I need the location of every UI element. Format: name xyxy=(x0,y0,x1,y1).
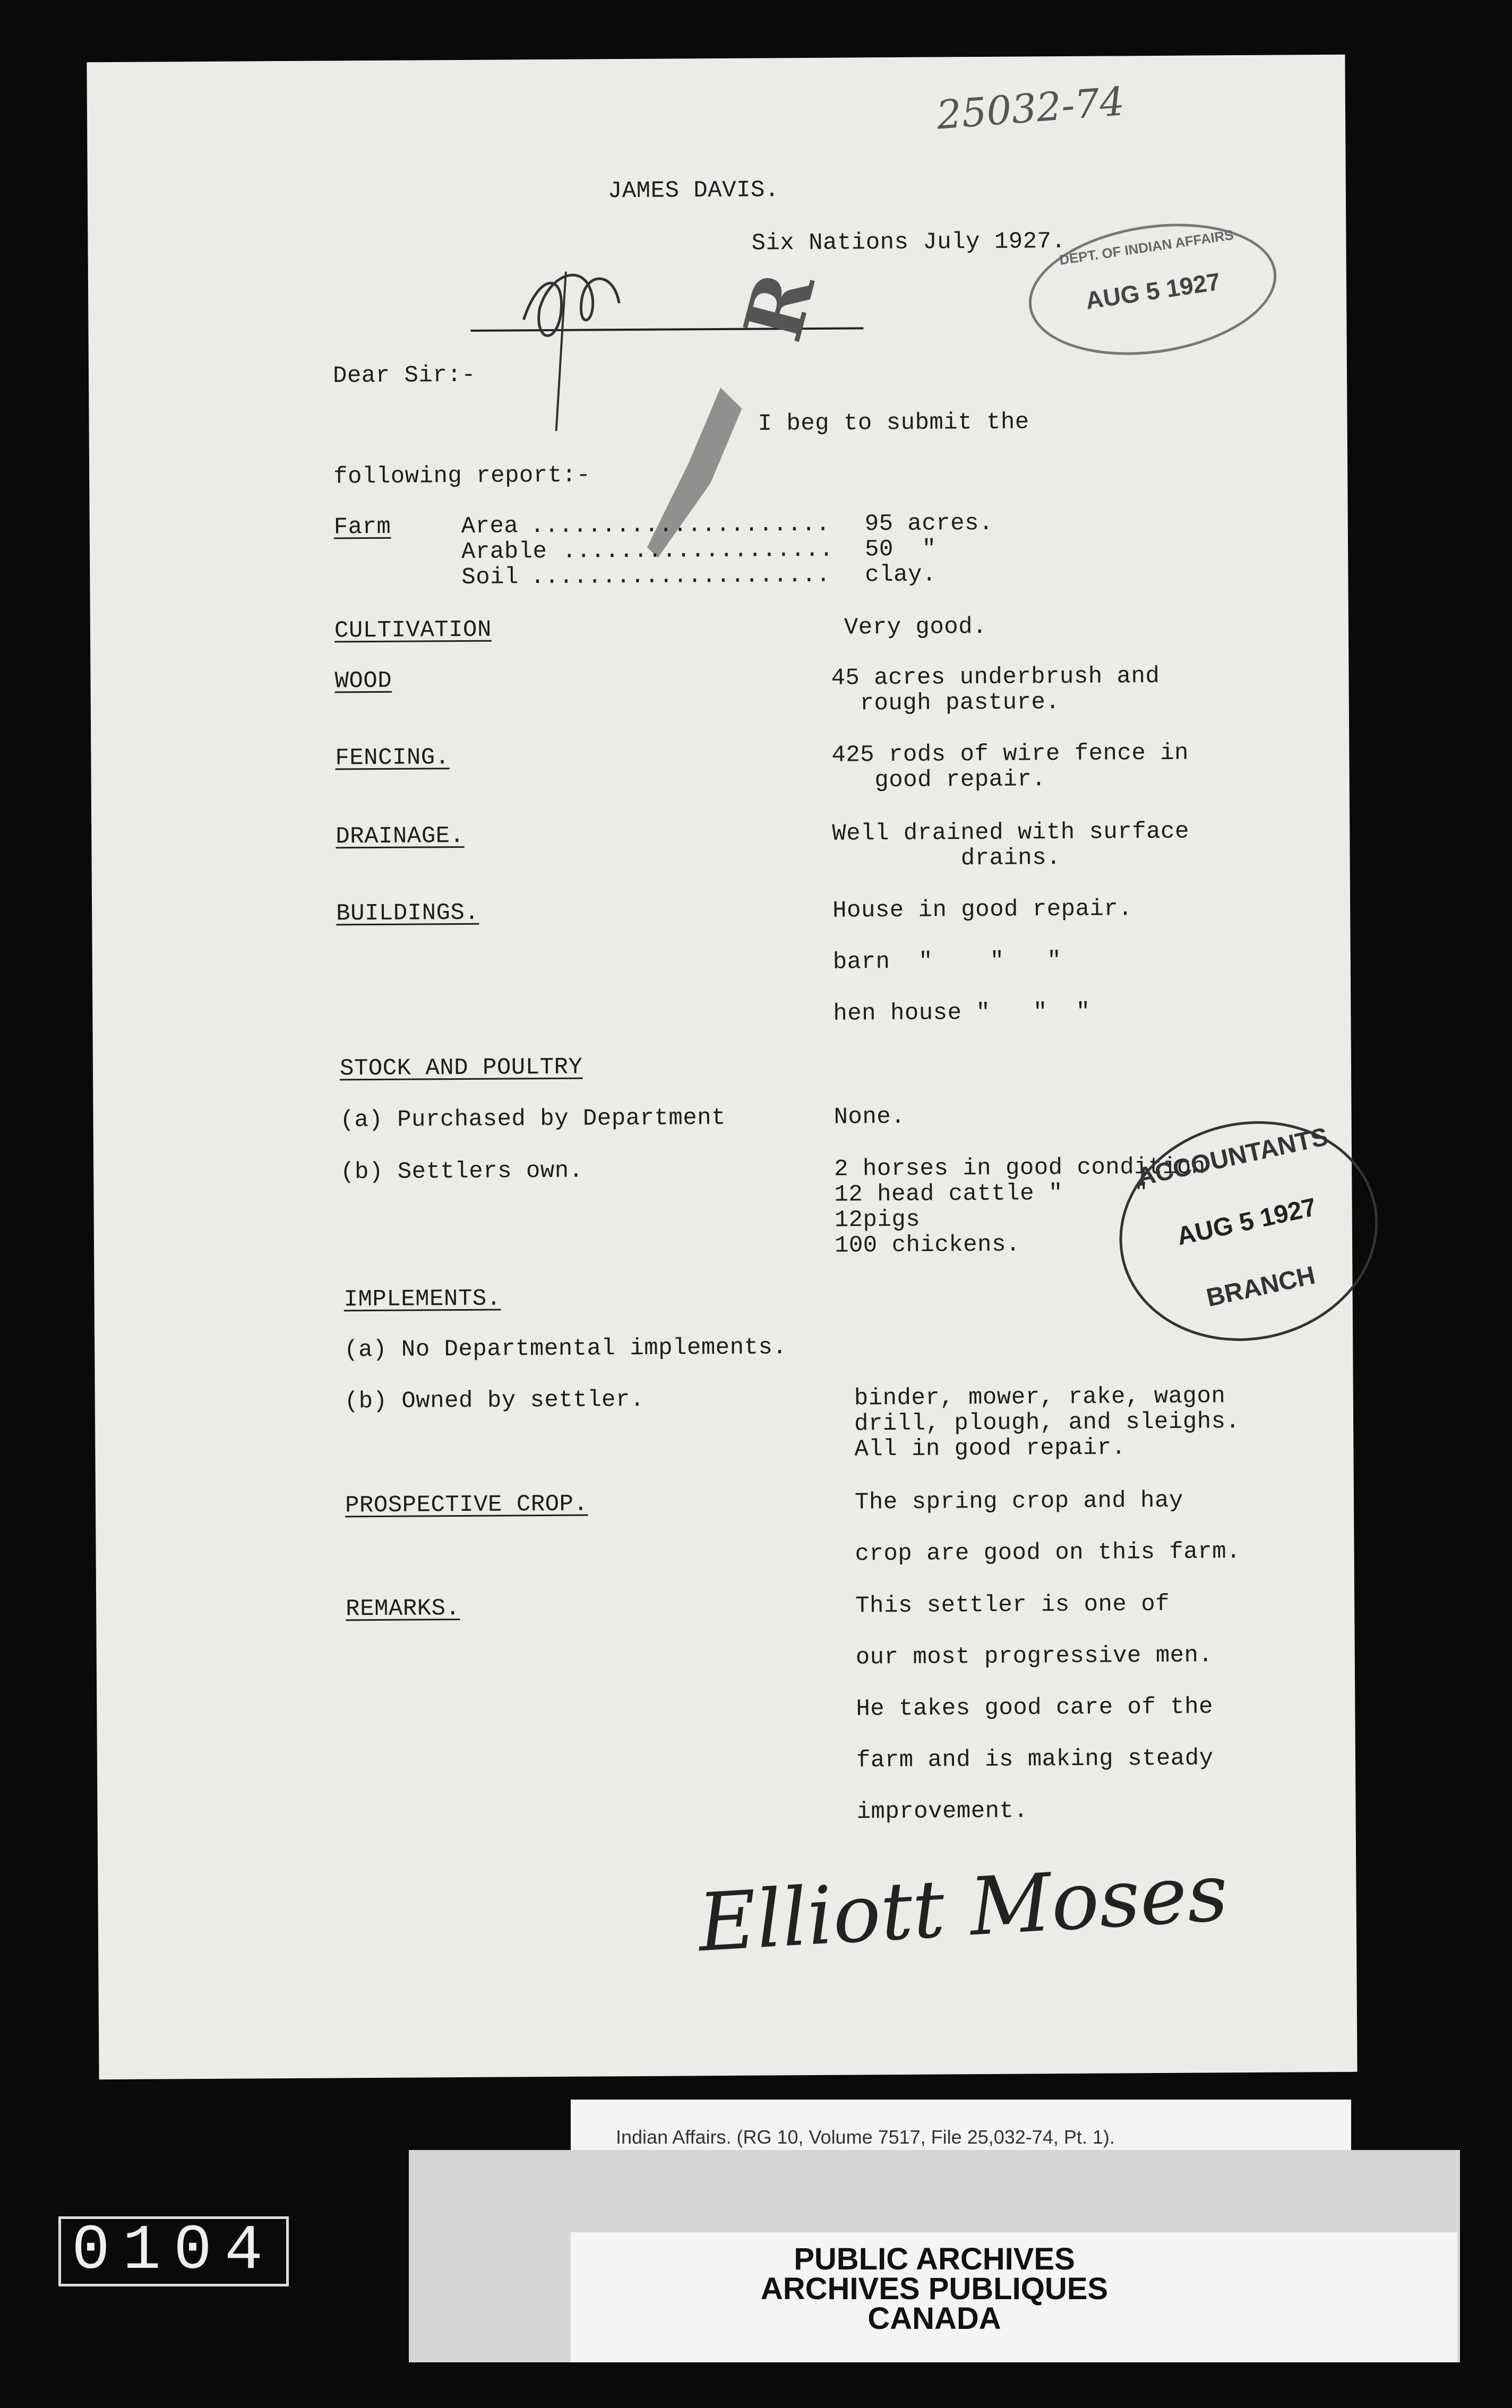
intro-line-1: I beg to submit the xyxy=(758,409,1029,437)
archives-line-en: PUBLIC ARCHIVES xyxy=(794,2242,1075,2276)
citation-text: Indian Affairs. (RG 10, Volume 7517, File 25,032-74, Pt. 1). xyxy=(616,2126,1115,2148)
section-value: Well drained with surface xyxy=(832,818,1190,847)
section-label: CULTIVATION xyxy=(334,616,492,644)
farm-row-value: 50 " xyxy=(864,536,937,563)
stock-own-value: 12pigs xyxy=(834,1206,921,1234)
implements-departmental: (a) No Departmental implements. xyxy=(344,1334,787,1364)
farm-label: Farm xyxy=(333,513,391,541)
section-value: House in good repair. xyxy=(832,896,1133,924)
farm-row-dots: ..................... xyxy=(530,562,831,591)
stamp-dept-label: DEPT. OF INDIAN AFFAIRS xyxy=(1058,226,1235,268)
farm-row-dots: ..................... xyxy=(530,511,830,540)
section-value: good repair. xyxy=(831,766,1046,794)
document-title: JAMES DAVIS. xyxy=(607,177,779,205)
stock-own-value: 100 chickens. xyxy=(834,1231,1020,1259)
buildings-barn: barn " " " xyxy=(832,948,1062,976)
section-value: 45 acres underbrush and xyxy=(831,663,1160,692)
margin-letter-mark: R xyxy=(726,262,834,350)
section-label: DRAINAGE. xyxy=(336,822,465,850)
farm-row-dots: ................... xyxy=(562,536,834,565)
handwritten-initials xyxy=(502,239,641,442)
section-value: drains. xyxy=(832,845,1061,873)
buildings-hen-house: hen house " " " xyxy=(833,999,1090,1027)
section-label: WOOD xyxy=(334,667,392,695)
farm-row-name: Arable xyxy=(461,538,547,565)
remarks-line: farm and is making steady xyxy=(856,1745,1214,1774)
stamp-dept-date: AUG 5 1927 xyxy=(1084,267,1222,315)
stock-own-value: 2 horses in good condition xyxy=(834,1154,1206,1183)
farm-row-name: Area xyxy=(461,513,519,540)
section-label: BUILDINGS. xyxy=(336,899,479,927)
accountants-branch-stamp xyxy=(1098,1097,1399,1365)
signature: Elliott Moses xyxy=(695,1846,1231,1970)
document-page xyxy=(87,55,1357,2079)
stock-label: STOCK AND POULTRY xyxy=(339,1054,583,1082)
prospective-crop-line: The spring crop and hay xyxy=(854,1487,1183,1516)
section-label: FENCING. xyxy=(335,744,450,772)
stock-purchased-label: (a) Purchased by Department xyxy=(340,1104,726,1134)
remarks-line: our most progressive men. xyxy=(855,1642,1213,1671)
archives-stamp-text xyxy=(722,2244,1147,2334)
prospective-crop-line: crop are good on this farm. xyxy=(855,1538,1241,1568)
film-frame-number: 0104 xyxy=(58,2216,289,2286)
implements-owned-value: All in good repair. xyxy=(854,1434,1126,1463)
remarks-label: REMARKS. xyxy=(346,1595,460,1623)
stamp-accountants-branch: BRANCH xyxy=(1204,1261,1318,1313)
stock-own-label: (b) Settlers own. xyxy=(340,1157,583,1186)
place-and-date: Six Nations July 1927. xyxy=(751,228,1066,257)
farm-row-name: Soil xyxy=(461,564,519,591)
implements-owned-label: (b) Owned by settler. xyxy=(344,1386,645,1415)
section-value: rough pasture. xyxy=(831,689,1060,717)
archives-line-fr: ARCHIVES PUBLIQUES xyxy=(760,2272,1109,2306)
handwritten-file-reference: 25032-74 xyxy=(935,79,1127,139)
implements-label: IMPLEMENTS. xyxy=(343,1285,501,1313)
implements-owned-value: drill, plough, and sleighs. xyxy=(854,1408,1240,1438)
intro-line-2: following report:- xyxy=(333,462,591,491)
section-value: 425 rods of wire fence in xyxy=(831,739,1189,769)
remarks-line: He takes good care of the xyxy=(856,1693,1214,1723)
farm-row-value: clay. xyxy=(865,561,937,589)
farm-row-value: 95 acres. xyxy=(864,510,994,538)
stock-own-value: 12 head cattle " " xyxy=(834,1180,1149,1208)
stock-purchased-value: None. xyxy=(834,1103,906,1131)
prospective-crop-label: PROSPECTIVE CROP. xyxy=(345,1491,588,1519)
salutation: Dear Sir:- xyxy=(332,362,476,390)
archives-line-country: CANADA xyxy=(867,2301,1001,2336)
remarks-line: This settler is one of xyxy=(855,1590,1170,1620)
stamp-accountants-label: ACCOUNTANTS xyxy=(1134,1122,1331,1192)
stamp-accountants-date: AUG 5 1927 xyxy=(1174,1193,1319,1251)
remarks-line: improvement. xyxy=(856,1798,1028,1826)
section-value: Very good. xyxy=(844,613,987,641)
implements-owned-value: binder, mower, rake, wagon xyxy=(854,1383,1226,1412)
